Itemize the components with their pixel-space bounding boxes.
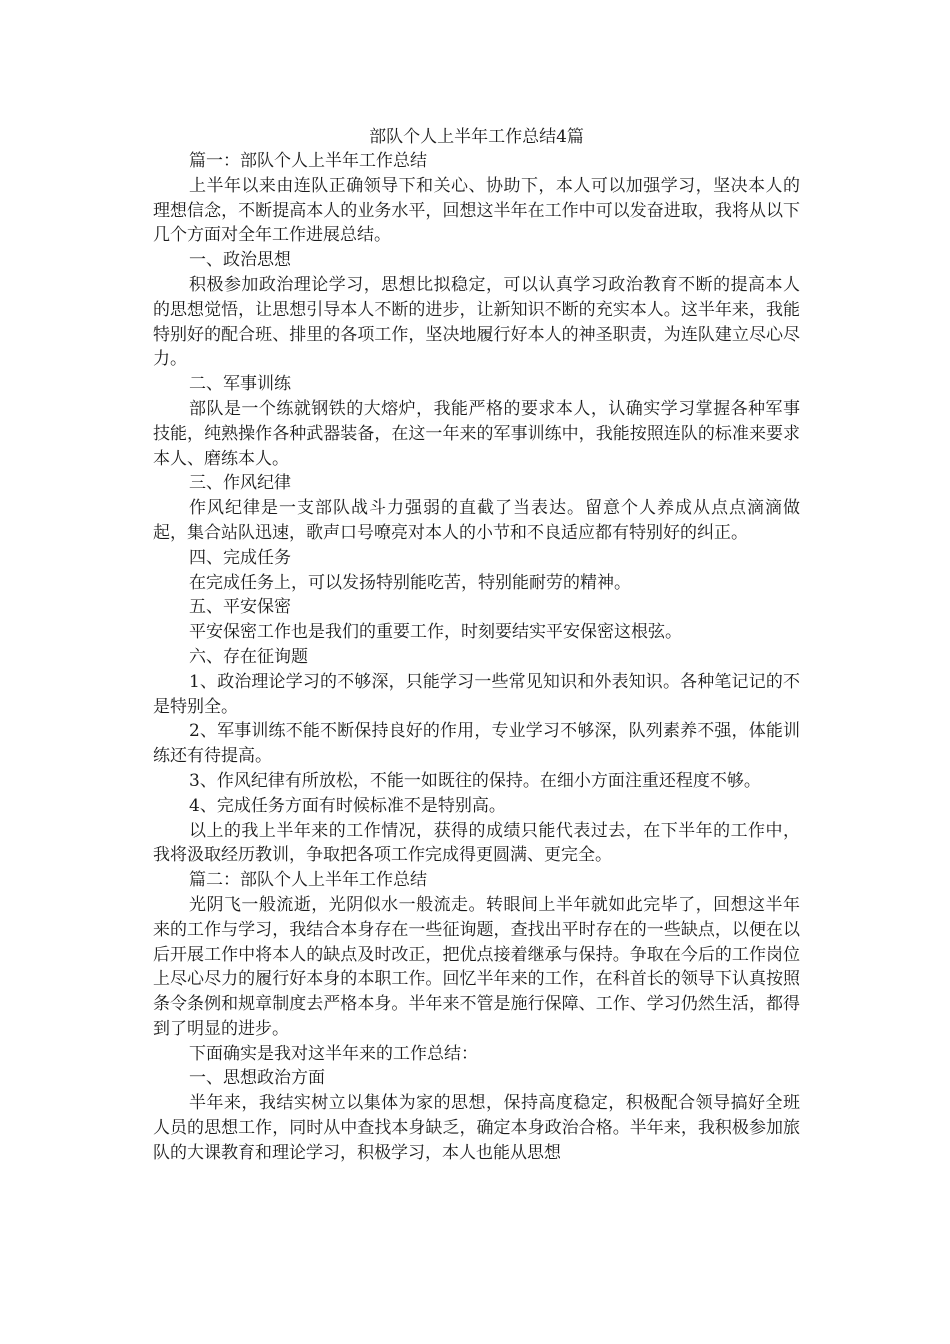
paragraph: 一、思想政治方面 [189,1068,325,1089]
paragraph: 篇一：部队个人上半年工作总结 [189,151,427,171]
paragraph: 以上的我上半年来的工作情况，获得的成绩只能代表过去，在下半年的工作中，我将汲取经历教训，争取把各项工作完成得更圆满、更完全。 [153,820,800,866]
paragraph: 二、军事训练 [189,374,291,395]
paragraph: 平安保密工作也是我们的重要工作，时刻要结实平安保密这根弦。 [189,622,682,643]
paragraph: 4、完成任务方面有时候标准不是特别高。 [189,795,506,816]
paragraph: 1、政治理论学习的不够深，只能学习一些常见知识和外表知识。各种笔记记的不是特别全。 [153,671,800,717]
paragraph: 部队是一个练就钢铁的大熔炉，我能严格的要求本人，认确实学习掌握各种军事技能，纯熟操作各种武器装备，在这一年来的军事训练中，我能按照连队的标准来要求本人、磨练本人。 [153,398,800,469]
paragraph: 一、政治思想 [189,250,291,271]
paragraph: 上半年以来由连队正确领导下和关心、协助下，本人可以加强学习，坚决本人的理想信念，不断提高本人的业务水平，回想这半年在工作中可以发奋进取，我将从以下几个方面对全年工作进展总结。 [153,175,800,246]
paragraph: 2、军事训练不能不断保持良好的作用，专业学习不够深，队列素养不强，体能训练还有待提高。 [153,721,800,767]
paragraph: 三、作风纪律 [189,473,291,494]
paragraph: 下面确实是我对这半年来的工作总结： [189,1043,478,1064]
paragraph: 五、平安保密 [189,597,291,618]
paragraph: 六、存在征询题 [189,646,308,667]
paragraph: 半年来，我结实树立以集体为家的思想，保持高度稳定，积极配合领导搞好全班人员的思想工作，同时从中查找本身缺乏，确定本身政治合格。半年来，我积极参加旅队的大课教育和理论学习，积极学习，本人也能从思想 [153,1093,800,1163]
paragraph: 四、完成任务 [189,547,291,568]
paragraph: 作风纪律是一支部队战斗力强弱的直截了当表达。留意个人养成从点点滴滴做起，集合站队迅速，歌声口号嘹亮对本人的小节和不良适应都有特别好的纠正。 [153,498,800,543]
document-body [153,149,800,1166]
paragraph: 篇二：部队个人上半年工作总结 [189,870,427,891]
document-title: 部队个人上半年工作总结4篇 [369,127,584,147]
paragraph: 在完成任务上，可以发扬特别能吃苦，特别能耐劳的精神。 [189,572,631,593]
paragraph: 3、作风纪律有所放松，不能一如既往的保持。在细小方面注重还程度不够。 [189,770,761,791]
paragraph: 光阴飞一般流逝，光阴似水一般流走。转眼间上半年就如此完毕了，回想这半年来的工作与学习，我结合本身存在一些征询题，查找出平时存在的一些缺点，以便在以后开展工作中将本人的缺点及时改正，把优点接着继承与保持。争取在今后的工作岗位上尽心尽力的履行好本身的本职工作。回忆半年来的工作，在科首长的领导下认真按照条令条例和规章制度去严格本身。半年来不管是施行保障、工作、学习仍然生活，都得到了明显的进步。 [153,894,800,1039]
paragraph: 积极参加政治理论学习，思想比拟稳定，可以认真学习政治教育不断的提高本人的思想觉悟，让思想引导本人不断的进步，让新知识不断的充实本人。这半年来，我能特别好的配合班、排里的各项工作，坚决地履行好本人的神圣职责，为连队建立尽心尽力。 [153,274,800,370]
